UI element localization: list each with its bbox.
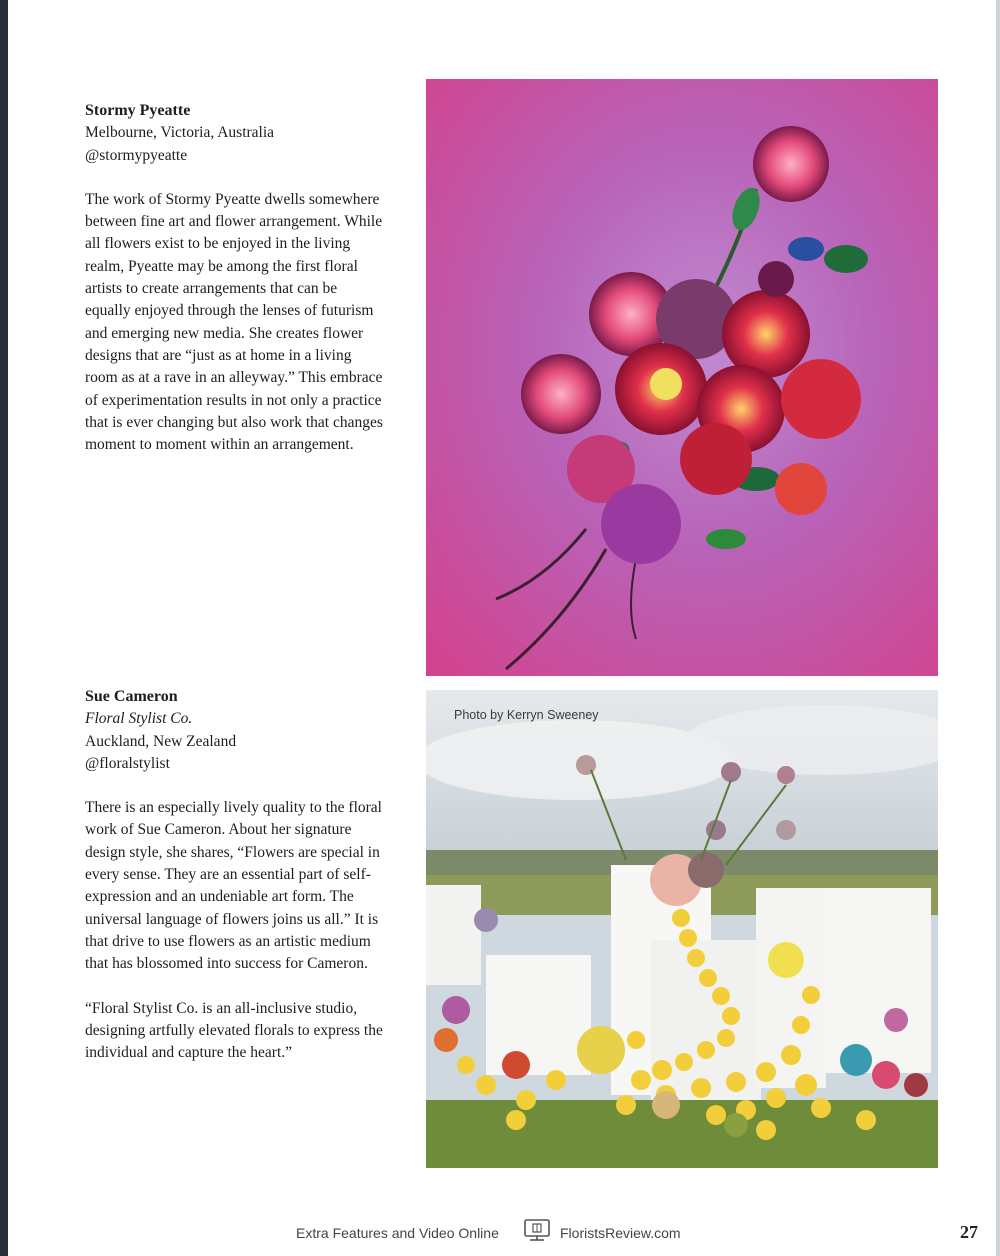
designer-bio: There is an especially lively quality to the floral work of Sue Cameron. About her signature design style, she shares, “Flowers are special in every sense. They are an essential part of self-expression and an undeniable art form. The universal language of flowers joins us all.” It is that drive to use flowers as an artistic medium that has blossomed into success for Cameron. bbox=[85, 799, 382, 973]
computer-icon bbox=[522, 1218, 552, 1244]
designer-handle: @stormypyeatte bbox=[85, 146, 188, 164]
designer-quote: “Floral Stylist Co. is an all-inclusive studio, designing artfully elevated florals to express the individual and capture the heart.” bbox=[85, 999, 383, 1062]
photo-credit: Photo by Kerryn Sweeney bbox=[454, 708, 599, 722]
designer-name: Sue Cameron bbox=[85, 688, 178, 705]
entry-sue-cameron bbox=[85, 686, 385, 1064]
lemon-installation-photo bbox=[426, 690, 938, 1168]
page-edge bbox=[996, 0, 1000, 1256]
designer-location: Auckland, New Zealand bbox=[85, 732, 237, 750]
flower-bouquet-photo bbox=[426, 79, 938, 676]
designer-name: Stormy Pyeatte bbox=[85, 102, 191, 119]
designer-bio: The work of Stormy Pyeatte dwells somewhere between fine art and flower arrangement. While all flowers exist to be enjoyed in the living realm, Pyeatte may be among the first floral artists to create arrangements that can be equally enjoyed through the lenses of futurism and emerging new media. She creates flower designs that are “just as at home in a living room as at a rave in an alleyway.” This embrace of experimentation results in not only a practice that is ever changing but also work that changes moment to moment within an arrangement. bbox=[85, 190, 383, 454]
magazine-page bbox=[8, 0, 996, 1256]
page-footer bbox=[8, 1218, 996, 1248]
designer-location: Melbourne, Victoria, Australia bbox=[85, 124, 275, 142]
entry-stormy-pyeatte bbox=[85, 100, 385, 456]
designer-handle: @floralstylist bbox=[85, 754, 170, 772]
page-number: 27 bbox=[960, 1222, 978, 1242]
footer-extra-text: Extra Features and Video Online bbox=[296, 1225, 499, 1241]
website-link[interactable]: FloristsReview.com bbox=[560, 1225, 681, 1241]
designer-company: Floral Stylist Co. bbox=[85, 710, 193, 728]
